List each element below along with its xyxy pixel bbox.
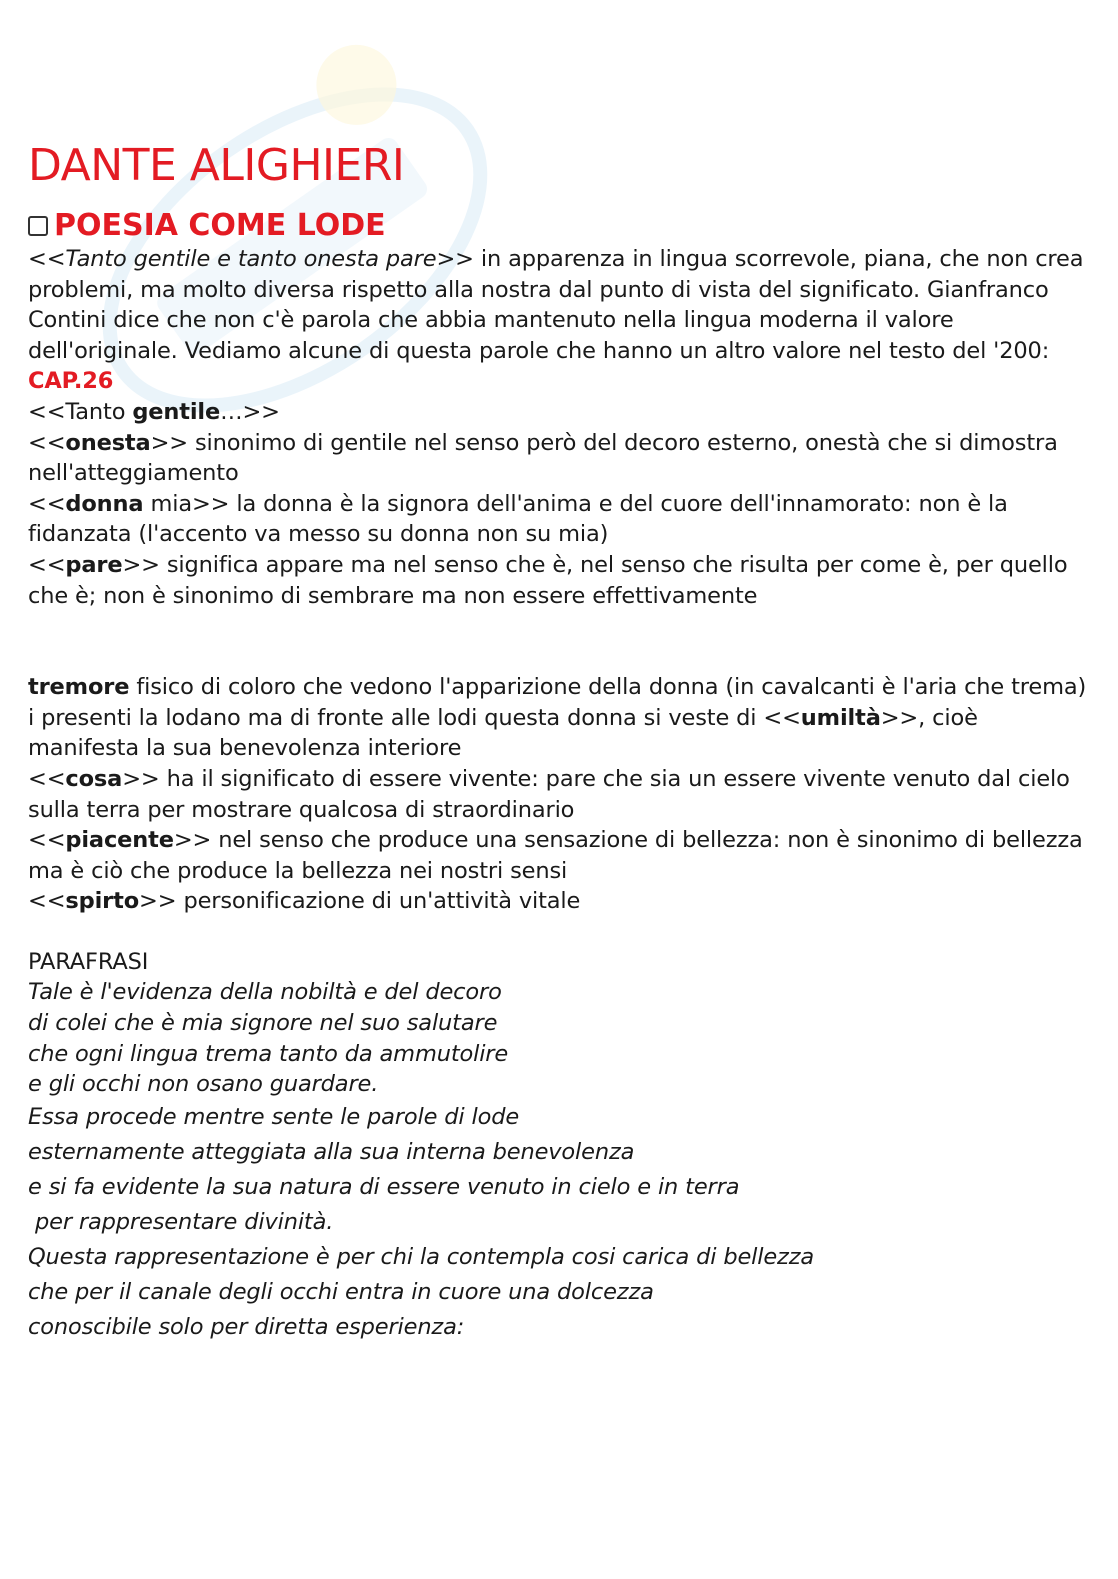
page-title: DANTE ALIGHIERI (28, 140, 405, 191)
section-gap (28, 611, 1090, 672)
section-heading-label: POESIA COME LODE (54, 208, 386, 243)
intro-quoted-verse: Tanto gentile e tanto onesta pare (65, 246, 437, 272)
glossary-term: umiltà (800, 704, 881, 731)
section-gap (28, 917, 1090, 947)
chapter-label: CAP.26 (28, 368, 114, 395)
glossary-term: spirto (65, 888, 140, 915)
parafrasi-line: di colei che è mia signore nel suo salutare (28, 1010, 498, 1037)
glossary-entry: <<onesta>> sinonimo di gentile nel senso però del decoro esterno, onestà che si dimostra nell'atteggiamento (28, 429, 1058, 487)
parafrasi-line: che per il canale degli occhi entra in cuore una dolcezza (28, 1278, 654, 1305)
parafrasi-line: e si fa evidente la sua natura di essere venuto in cielo e in terra (28, 1173, 740, 1200)
glossary-term: onesta (65, 429, 151, 456)
intro-paragraph (28, 244, 1090, 366)
glossary-term: cosa (65, 765, 123, 792)
parafrasi-line: Tale è l'evidenza della nobiltà e del decoro (28, 979, 502, 1006)
glossary-term: pare (65, 551, 123, 578)
glossary-entry: tremore fisico di coloro che vedono l'apparizione della donna (in cavalcanti è l'aria che trema) (28, 674, 1087, 701)
glossary-term: donna (65, 490, 144, 517)
parafrasi-heading: PARAFRASI (28, 948, 149, 975)
parafrasi-line: Essa procede mentre sente le parole di lode (28, 1103, 520, 1130)
glossary-entry: <<piacente>> nel senso che produce una sensazione di bellezza: non è sinonimo di bellezza ma è ciò che produce la bellezza nei nostri sensi (28, 827, 1083, 884)
glossary-entry: <<donna mia>> la donna è la signora dell'anima e del cuore dell'innamorato: non è la fidanzata (l'accento va messo su donna non su mia) (28, 490, 1008, 548)
glossary-entry: <<pare>> significa appare ma nel senso che è, nel senso che risulta per come è, per quello che è; non è sinonimo di sembrare ma non essere effettivamente (28, 551, 1068, 609)
glossary-entry: <<spirto>> personificazione di un'attività vitale (28, 888, 581, 915)
parafrasi-line: per rappresentare divinità. (28, 1208, 334, 1235)
glossary-term: gentile (132, 398, 221, 425)
parafrasi-line: e gli occhi non osano guardare. (28, 1071, 379, 1098)
checkbox-icon[interactable] (28, 216, 48, 236)
glossary-term: tremore (28, 674, 130, 701)
document-page (28, 140, 1090, 1345)
parafrasi-line: Questa rappresentazione è per chi la contempla cosi carica di bellezza (28, 1243, 815, 1270)
parafrasi-line: esternamente atteggiata alla sua interna benevolenza (28, 1138, 635, 1165)
glossary-term: piacente (65, 827, 174, 854)
intro-close-quote: >> (436, 246, 474, 272)
intro-text: in apparenza in lingua scorrevole, piana, che non crea problemi, ma molto diversa rispetto alla nostra dal punto di vista del significato. Gianfranco Contini dice che non c'è parola che abbia mantenuto nella lingua moderna il valore dell'originale. Vediamo alcune di questa parole che hanno un altro valore nel testo del '200: (28, 246, 1084, 364)
glossary-entry: <<cosa>> ha il significato di essere vivente: pare che sia un essere vivente venuto dal cielo sulla terra per mostrare qualcosa di straordinario (28, 765, 1070, 823)
glossary-entry: <<Tanto gentile…>> (28, 398, 280, 425)
intro-open-quote: << (28, 246, 66, 272)
glossary-entry: i presenti la lodano ma di fronte alle lodi questa donna si veste di <<umiltà>>, cioè manifesta la sua benevolenza interiore (28, 704, 978, 762)
section-heading (28, 208, 1090, 244)
parafrasi-line: che ogni lingua trema tanto da ammutolire (28, 1040, 509, 1067)
parafrasi-line: conoscibile solo per diretta esperienza: (28, 1313, 465, 1340)
